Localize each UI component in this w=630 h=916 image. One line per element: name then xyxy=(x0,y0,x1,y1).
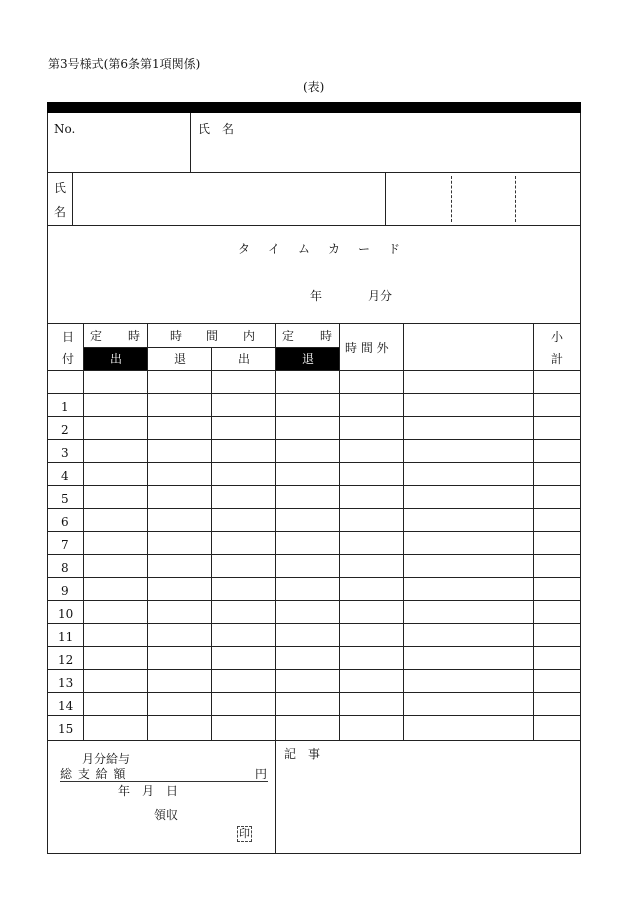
row-number: 15 xyxy=(58,722,74,736)
seal-mark: 印 xyxy=(239,827,250,840)
col-teiji1-b: 時 xyxy=(128,329,141,343)
form-number: 第3号様式(第6条第1項関係) xyxy=(48,57,201,71)
seal-divider xyxy=(515,176,516,222)
row-number: 14 xyxy=(58,699,74,713)
card-title: タ イ ム カ ー ド xyxy=(238,242,404,256)
monthly-pay: 月分給与 xyxy=(82,752,131,766)
row-number: 6 xyxy=(61,515,69,529)
sub-out2: 出 xyxy=(238,352,251,366)
col-jikannai-a: 時 xyxy=(170,329,183,343)
row-number: 2 xyxy=(61,423,69,437)
col-jikannai-c: 内 xyxy=(243,329,256,343)
row-number: 10 xyxy=(58,607,74,621)
sub-leave1: 退 xyxy=(174,352,187,366)
col-day-1: 日 xyxy=(62,330,75,344)
row-number: 13 xyxy=(58,676,74,690)
receipt-label: 領収 xyxy=(154,808,179,822)
col-shokei-a: 小 xyxy=(551,330,564,344)
row-number: 4 xyxy=(61,469,69,483)
name-label-v2: 名 xyxy=(54,205,67,219)
title-year: 年 xyxy=(310,289,323,303)
name-label-top: 氏 名 xyxy=(198,122,235,136)
name-label-v1: 氏 xyxy=(54,181,67,195)
row-number: 9 xyxy=(61,584,69,598)
col-teiji2-b: 時 xyxy=(320,329,333,343)
row-number: 1 xyxy=(61,400,69,414)
notes-label: 記 事 xyxy=(284,747,321,761)
row-number: 7 xyxy=(61,538,69,552)
row-number: 8 xyxy=(61,561,69,575)
col-day-2: 付 xyxy=(62,352,75,366)
sub-out1: 出 xyxy=(110,352,123,366)
row-number: 3 xyxy=(61,446,69,460)
top-black-bar xyxy=(47,102,581,113)
col-teiji1-a: 定 xyxy=(90,329,103,343)
col-jikangai: 時 間 外 xyxy=(345,341,389,355)
seal-divider xyxy=(451,176,452,222)
frame-bottom xyxy=(47,853,581,854)
yen-label: 円 xyxy=(255,767,268,781)
col-shokei-b: 計 xyxy=(551,352,564,366)
total-underline xyxy=(60,781,268,782)
col-teiji2-a: 定 xyxy=(282,329,295,343)
col-jikannai-b: 間 xyxy=(206,329,219,343)
side-label: (表) xyxy=(303,80,325,94)
date-line: 年 月 日 xyxy=(118,784,179,798)
sub-leave2: 退 xyxy=(302,352,315,366)
row-number: 12 xyxy=(58,653,74,667)
row-number: 11 xyxy=(58,630,74,644)
no-label: No. xyxy=(54,122,76,136)
title-month: 月分 xyxy=(368,289,393,303)
row-number: 5 xyxy=(61,492,69,506)
total-label: 総 支 給 額 xyxy=(60,767,127,781)
